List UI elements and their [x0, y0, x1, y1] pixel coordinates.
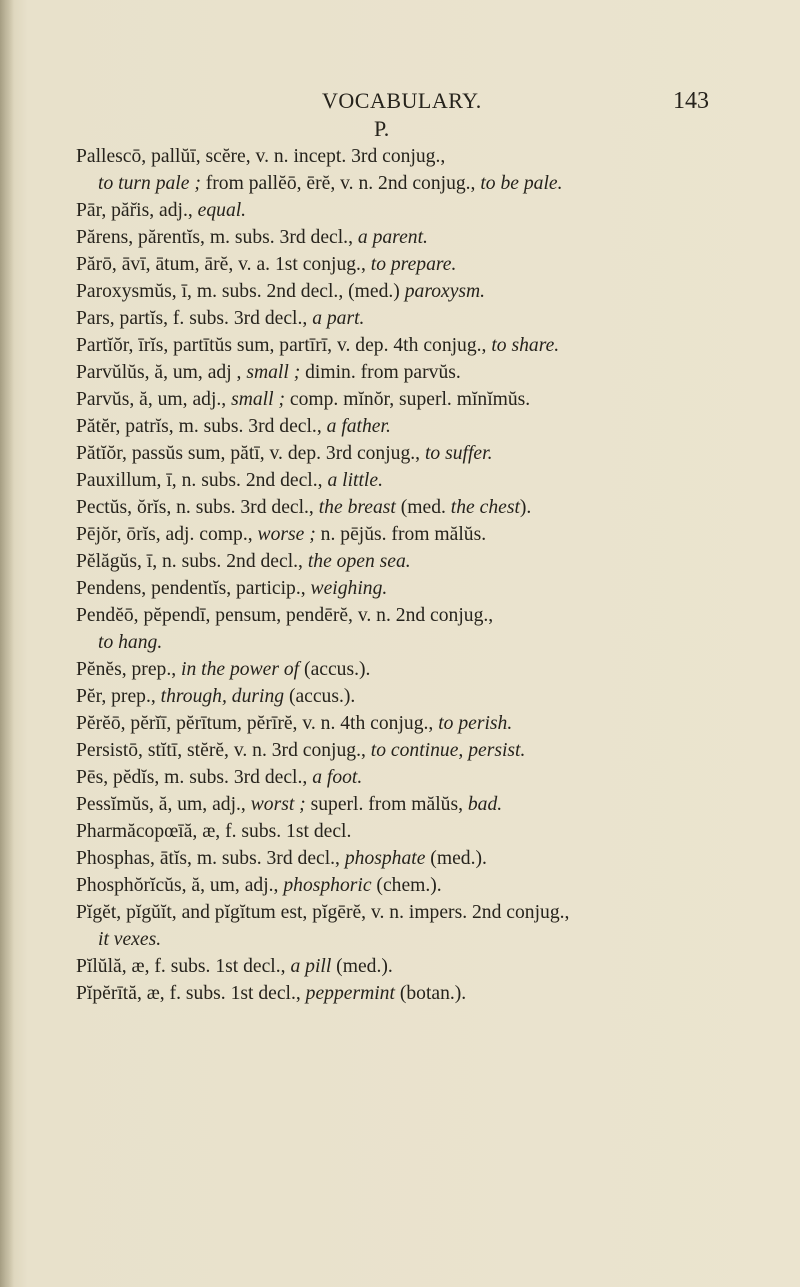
entry-text: Parvŭs, ă, um, adj., — [76, 389, 232, 410]
vocabulary-entry — [76, 980, 776, 1007]
entry-text: Pĭgĕt, pĭgŭĭt, and pĭgĭtum est, pĭgērĕ, v. n. impers. 2nd conjug., — [76, 902, 570, 923]
entry-meaning: phosphoric — [283, 875, 372, 896]
entry-meaning: a pill — [290, 956, 332, 977]
entry-text: Pătĭŏr, passŭs sum, pătī, v. dep. 3rd conjug., — [76, 443, 425, 464]
entry-meaning: a part. — [312, 308, 365, 329]
section-letter: P. — [374, 116, 390, 141]
vocabulary-entry — [76, 710, 776, 737]
vocabulary-entry — [76, 845, 776, 872]
vocabulary-entry — [76, 656, 776, 683]
entry-meaning: a little. — [327, 470, 383, 491]
entry-text: Pătĕr, patrĭs, m. subs. 3rd decl., — [76, 416, 327, 437]
entry-meaning: phosphate — [344, 848, 426, 869]
vocabulary-entry — [76, 872, 776, 899]
vocabulary-entry — [76, 521, 776, 548]
vocabulary-entry — [76, 764, 776, 791]
vocabulary-entry — [76, 440, 776, 467]
page-number: 143 — [673, 88, 709, 114]
entry-text: Pendens, pendentĭs, particip., — [76, 578, 311, 599]
vocabulary-entry — [76, 305, 776, 332]
entry-text: Partĭŏr, īrĭs, partītŭs sum, partīrī, v. dep. 4th conjug., — [76, 335, 492, 356]
entry-meaning: it vexes. — [98, 929, 162, 950]
entry-text: Pars, partĭs, f. subs. 3rd decl., — [76, 308, 313, 329]
entry-text: Părens, părentĭs, m. subs. 3rd decl., — [76, 227, 358, 248]
vocabulary-list — [76, 143, 776, 1007]
entry-text: Pectŭs, ŏrĭs, n. subs. 3rd decl., — [76, 497, 319, 518]
vocabulary-entry — [76, 737, 776, 764]
entry-text: Pharmăcopœīă, æ, f. subs. 1st decl. — [76, 821, 352, 842]
entry-text: (med. — [395, 497, 451, 518]
entry-text: (accus.). — [299, 659, 371, 680]
page-binding-edge — [0, 0, 14, 1287]
vocabulary-entry — [76, 386, 776, 413]
entry-text: dimin. from parvŭs. — [300, 362, 461, 383]
vocabulary-entry — [76, 467, 776, 494]
entry-text: Phosphas, ātĭs, m. subs. 3rd decl., — [76, 848, 345, 869]
entry-meaning: to continue, persist. — [370, 740, 526, 761]
vocabulary-entry — [76, 683, 776, 710]
entry-meaning: paroxysm. — [404, 281, 486, 302]
vocabulary-entry — [76, 251, 776, 278]
vocabulary-entry — [76, 143, 776, 197]
entry-text: ). — [519, 497, 532, 518]
vocabulary-entry — [76, 575, 776, 602]
entry-meaning: to be pale. — [480, 173, 563, 194]
entry-meaning: bad. — [467, 794, 503, 815]
vocabulary-entry — [76, 494, 776, 521]
entry-meaning: in the power of — [181, 659, 300, 680]
entry-meaning: equal. — [197, 200, 247, 221]
vocabulary-entry — [76, 359, 776, 386]
entry-text: (botan.). — [394, 983, 467, 1004]
entry-text: Pauxillum, ī, n. subs. 2nd decl., — [76, 470, 328, 491]
vocabulary-entry — [76, 413, 776, 440]
entry-text: Pendĕō, pĕpendī, pensum, pendērĕ, v. n. 2nd conjug., — [76, 605, 494, 626]
vocabulary-entry — [76, 197, 776, 224]
vocabulary-entry — [76, 791, 776, 818]
entry-text: Pĭlŭlă, æ, f. subs. 1st decl., — [76, 956, 291, 977]
entry-text: n. pējŭs. from mălŭs. — [315, 524, 487, 545]
running-title: VOCABULARY. — [322, 88, 482, 113]
entry-text: Pessĭmŭs, ă, um, adj., — [76, 794, 251, 815]
page-header — [0, 88, 800, 122]
vocabulary-entry — [76, 548, 776, 575]
entry-meaning: peppermint — [305, 983, 395, 1004]
entry-meaning: through, during — [160, 686, 285, 707]
entry-meaning: a parent. — [357, 227, 428, 248]
entry-text: superl. from mălŭs, — [305, 794, 468, 815]
entry-meaning: to suffer. — [424, 443, 493, 464]
entry-text: (chem.). — [371, 875, 442, 896]
entry-text: (med.). — [425, 848, 487, 869]
entry-text: Pĕnĕs, prep., — [76, 659, 182, 680]
vocabulary-entry — [76, 332, 776, 359]
entry-text: Pĕr, prep., — [76, 686, 161, 707]
entry-text: Pējŏr, ōrĭs, adj. comp., — [76, 524, 258, 545]
vocabulary-entry — [76, 602, 776, 656]
entry-meaning: a foot. — [312, 767, 363, 788]
entry-text: Parvŭlŭs, ă, um, adj , — [76, 362, 247, 383]
entry-text: Pēs, pĕdĭs, m. subs. 3rd decl., — [76, 767, 313, 788]
entry-meaning: small ; — [246, 362, 301, 383]
entry-meaning: to share. — [491, 335, 560, 356]
entry-meaning: worst ; — [250, 794, 306, 815]
entry-meaning: a father. — [326, 416, 391, 437]
entry-text: Paroxysmŭs, ī, m. subs. 2nd decl., (med.) — [76, 281, 405, 302]
entry-meaning: to turn pale ; — [98, 173, 201, 194]
entry-meaning: small ; — [231, 389, 285, 410]
vocabulary-entry — [76, 818, 776, 845]
entry-meaning: to perish. — [438, 713, 513, 734]
entry-text: from pallĕō, ērĕ, v. n. 2nd conjug., — [200, 173, 481, 194]
entry-text: (med.). — [331, 956, 393, 977]
vocabulary-entry — [76, 224, 776, 251]
entry-meaning: weighing. — [310, 578, 388, 599]
entry-text: comp. mĭnŏr, superl. mĭnĭmŭs. — [285, 389, 531, 410]
entry-text: Persistō, stĭtī, stĕrĕ, v. n. 3rd conjug., — [76, 740, 371, 761]
entry-text: Pĕrĕō, pĕrĭī, pĕrītum, pĕrīrĕ, v. n. 4th conjug., — [76, 713, 439, 734]
entry-meaning: the breast — [318, 497, 396, 518]
entry-meaning: worse ; — [257, 524, 316, 545]
entry-meaning: to prepare. — [370, 254, 457, 275]
entry-text: Pār, păr̆is, adj., — [76, 200, 198, 221]
entry-text: Pĭpĕrītă, æ, f. subs. 1st decl., — [76, 983, 306, 1004]
entry-text: Phosphŏrĭcŭs, ă, um, adj., — [76, 875, 284, 896]
vocabulary-entry — [76, 953, 776, 980]
entry-text: Pĕlăgŭs, ī, n. subs. 2nd decl., — [76, 551, 308, 572]
vocabulary-entry — [76, 899, 776, 953]
entry-text: Pallescō, pallŭī, scĕre, v. n. incept. 3rd conjug., — [76, 146, 446, 167]
entry-text: (accus.). — [284, 686, 356, 707]
entry-meaning: to hang. — [98, 632, 163, 653]
vocabulary-entry — [76, 278, 776, 305]
entry-meaning: the chest — [450, 497, 520, 518]
entry-meaning: the open sea. — [307, 551, 411, 572]
entry-text: Părō, āvī, ātum, ārĕ, v. a. 1st conjug., — [76, 254, 371, 275]
